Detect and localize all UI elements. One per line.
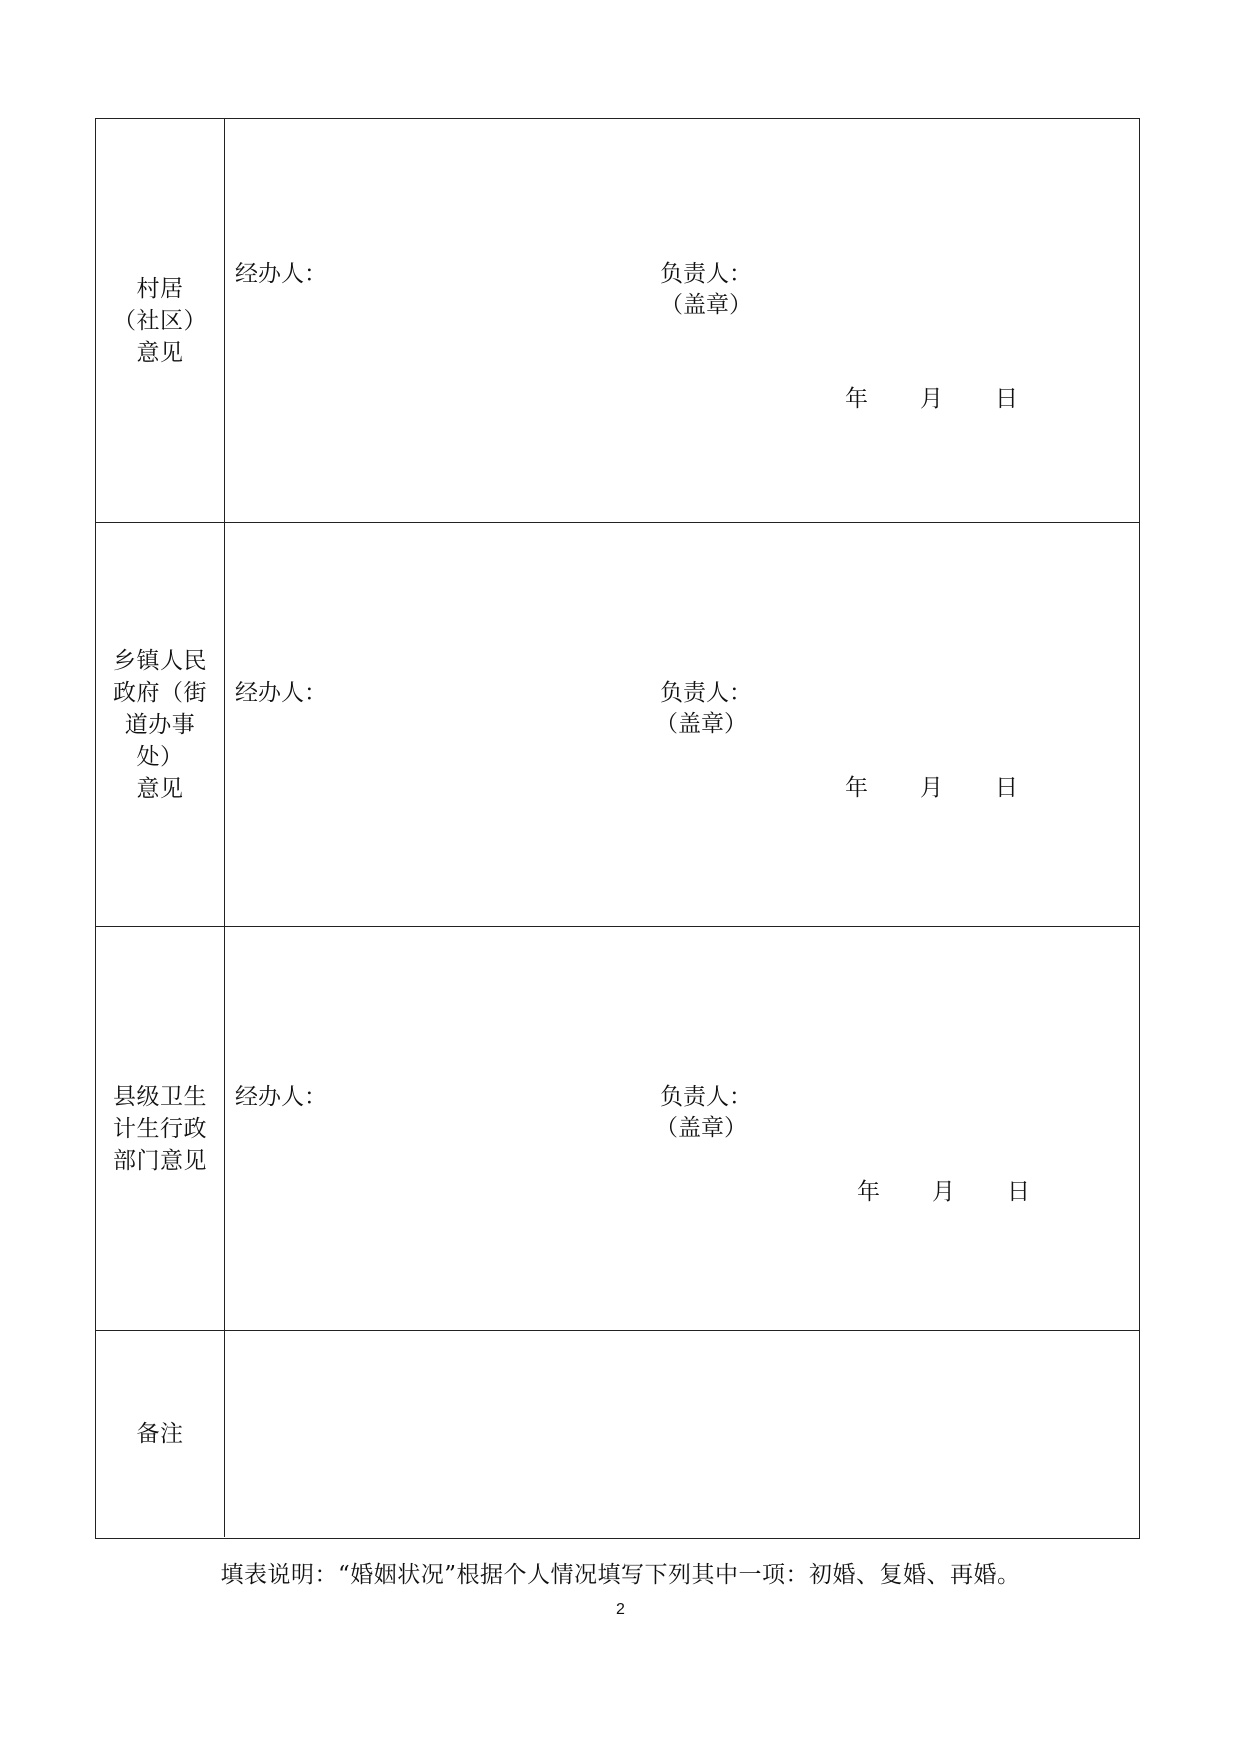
- row-label-county-opinion: 县级卫生 计生行政 部门意见: [113, 1083, 207, 1174]
- date-month-label: 月: [920, 386, 943, 412]
- table-row-township-opinion: [96, 523, 1139, 927]
- responsible-label: 负责人：: [660, 680, 752, 706]
- date-day-label: 日: [1007, 1179, 1030, 1205]
- row-label-cell: [96, 119, 225, 522]
- row-label-township-opinion: 乡镇人民 政府（街 道办事处） 意见: [113, 647, 207, 802]
- row-label-cell: [96, 523, 225, 926]
- responsible-label: 负责人：: [660, 1084, 752, 1110]
- opinion-field-township[interactable]: [225, 523, 1139, 926]
- responsible-label: 负责人：: [660, 261, 752, 287]
- date-day-label: 日: [995, 775, 1018, 801]
- table-row-remarks: [96, 1331, 1139, 1537]
- row-label-cell: [96, 927, 225, 1330]
- form-instructions-note: 填表说明：“婚姻状况”根据个人情况填写下列其中一项：初婚、复婚、再婚。: [220, 1562, 1021, 1588]
- opinion-field-village[interactable]: [225, 119, 1139, 522]
- date-month-label: 月: [932, 1179, 955, 1205]
- table-row-county-opinion: [96, 927, 1139, 1331]
- seal-label: （盖章）: [660, 292, 752, 318]
- date-year-label: 年: [845, 775, 868, 801]
- table-row-village-opinion: [96, 119, 1139, 523]
- page-number: 2: [616, 1601, 625, 1618]
- date-month-label: 月: [920, 775, 943, 801]
- opinion-field-county[interactable]: [225, 927, 1139, 1330]
- remarks-field[interactable]: [225, 1331, 1139, 1537]
- seal-label: （盖章）: [655, 1115, 747, 1141]
- date-year-label: 年: [857, 1179, 880, 1205]
- row-label-remarks: 备注: [136, 1421, 184, 1447]
- approval-form-table: [95, 118, 1140, 1539]
- handler-label: 经办人：: [235, 680, 327, 706]
- row-label-village-opinion: 村居 （社区） 意见: [113, 275, 207, 366]
- handler-label: 经办人：: [235, 261, 327, 287]
- seal-label: （盖章）: [655, 711, 747, 737]
- date-year-label: 年: [845, 386, 868, 412]
- date-day-label: 日: [995, 386, 1018, 412]
- handler-label: 经办人：: [235, 1084, 327, 1110]
- row-label-cell: [96, 1331, 225, 1537]
